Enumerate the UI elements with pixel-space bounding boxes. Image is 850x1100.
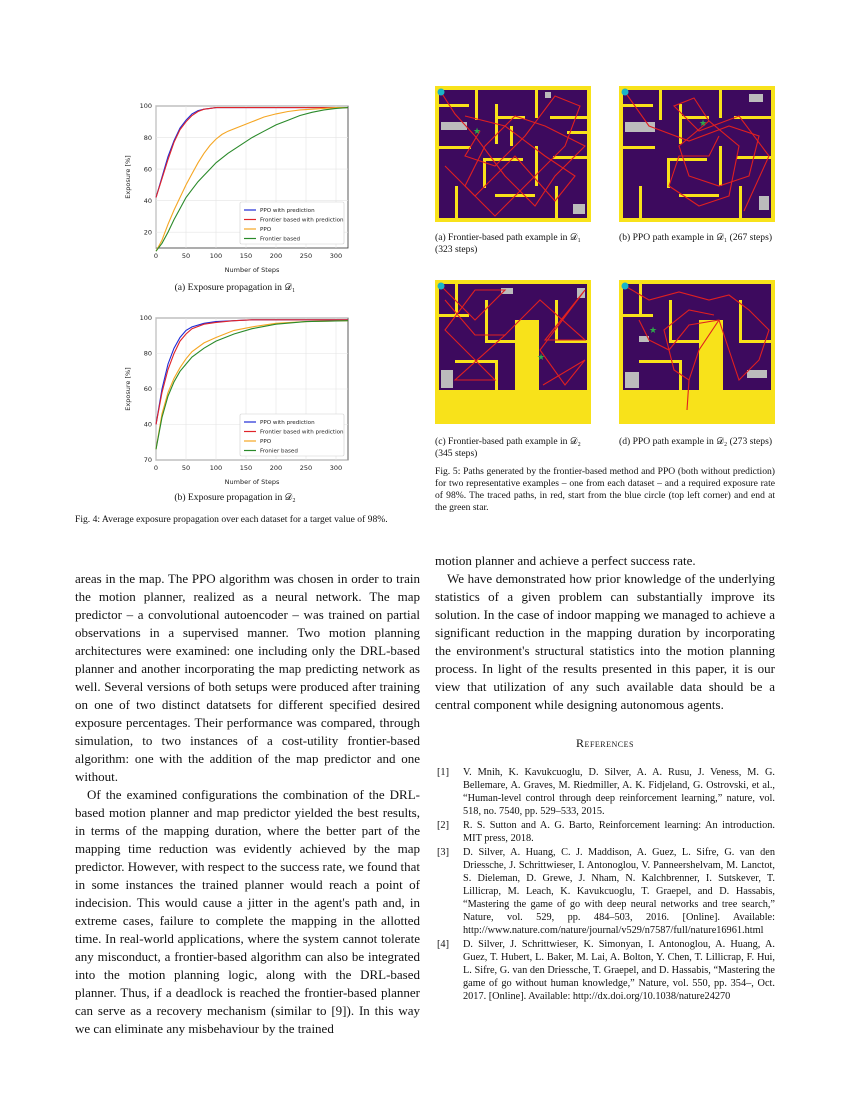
- left-column-text: [75, 570, 420, 1038]
- caption-5a: (a) Frontier-based path example in 𝒟₁ (323 steps): [435, 232, 581, 255]
- caption-5b: (b) PPO path example in 𝒟₁ (267 steps): [619, 232, 773, 243]
- exposure-chart-d1: [118, 100, 354, 278]
- x-axis-label: Number of Steps: [224, 478, 280, 486]
- y-axis-label: Exposure [%]: [124, 155, 132, 199]
- right-column-text: [435, 552, 775, 714]
- reference-text: D. Silver, A. Huang, C. J. Maddison, A. Guez, L. Sifre, G. van den Driessche, J. Schrittwieser, I. Antonoglou, V. Panneershelvam, M. Lanctot, S. Dieleman, D. Grewe, J. Nham, N. Kalchbrenner, I. Sutskever, T. Lillicrap, M. Leach, K. Kavukcuoglu, T. Graepel, and D. Hassabis, “Mastering the game of go with deep neural networks and tree search,” Nature, vol. 529, pp. 484–503, 2016. [Online]. Available: http://www.nature.com/nature/journal/v529/n7587/full/nature16961.html: [463, 847, 775, 936]
- x-tick-label: 150: [239, 464, 253, 472]
- x-tick-label: 200: [269, 252, 283, 260]
- y-tick-label: 60: [143, 165, 152, 174]
- svg-text:★: ★: [698, 119, 708, 129]
- figure-5-caption: Fig. 5: Paths generated by the frontier-based method and PPO (both without prediction) for two representative examples – one from each dataset – and a required exposure rate of 98%. The traced paths, in red, start from the blue circle (top left corner) and end at the green star.: [435, 466, 775, 513]
- x-tick-label: 250: [299, 464, 313, 472]
- reference-text: V. Mnih, K. Kavukcuoglu, D. Silver, A. A. Rusu, J. Veness, M. G. Bellemare, A. Graves, M. Riedmiller, A. K. Fidjeland, G. Ostrovski, et al., “Human-level control through deep reinforcement learning,” nature, vol. 518, no. 7540, pp. 529–533, 2015.: [463, 767, 775, 817]
- y-tick-label: 70: [143, 456, 152, 465]
- y-tick-label: 100: [139, 314, 152, 323]
- map-frontier-d1: [435, 86, 591, 222]
- reference-text: R. S. Sutton and A. G. Barto, Reinforcement learning: An introduction. MIT press, 2018.: [463, 820, 775, 844]
- legend-entry: PPO with prediction: [260, 420, 315, 427]
- svg-text:★: ★: [536, 353, 546, 363]
- y-tick-label: 80: [143, 133, 152, 142]
- x-tick-label: 150: [239, 252, 253, 260]
- legend-entry: PPO: [260, 439, 272, 446]
- reference-item: [435, 938, 775, 1003]
- map-frontier-d2: [435, 280, 591, 424]
- legend-entry: PPO: [260, 227, 272, 234]
- x-tick-label: 300: [329, 252, 343, 260]
- reference-text: D. Silver, J. Schrittwieser, K. Simonyan, I. Antonoglou, A. Huang, A. Guez, T. Hubert, L. Baker, M. Lai, A. Bolton, Y. Chen, T. Lillicrap, F. Hui, L. Sifre, G. van den Driessche, T. Graepel, and D. Hassabis, “Mastering the game of go without human knowledge,” Nature, vol. 550, pp. 354–, Oct. 2017. [Online]. Available: http://dx.doi.org/10.1038/nature24270: [463, 939, 775, 1002]
- y-tick-label: 60: [143, 385, 152, 394]
- caption-4a: (a) Exposure propagation in 𝒟₁: [174, 282, 296, 293]
- caption-5c: (c) Frontier-based path example in 𝒟₂ (345 steps): [435, 436, 581, 459]
- reference-number: [4]: [437, 939, 450, 950]
- y-tick-label: 20: [143, 228, 152, 237]
- caption-5d: (d) PPO path example in 𝒟₂ (273 steps): [619, 436, 773, 447]
- y-tick-label: 80: [143, 349, 152, 358]
- paragraph: motion planner and achieve a perfect success rate.: [435, 553, 696, 568]
- y-tick-label: 40: [143, 196, 152, 205]
- caption-4b: (b) Exposure propagation in 𝒟₂: [174, 492, 296, 503]
- svg-text:★: ★: [472, 127, 482, 137]
- legend-entry: Fronier based: [260, 448, 298, 455]
- x-tick-label: 250: [299, 252, 313, 260]
- y-tick-label: 40: [143, 420, 152, 429]
- references-list: [435, 766, 775, 1004]
- reference-number: [2]: [437, 820, 450, 831]
- paragraph: We have demonstrated how prior knowledge of the underlying statistics of a given problem can substantially improve its solution. In the case of indoor mapping we managed to achieve a significant reduction in the mapping duration by incorporating the environment's structural statistics into the motion planning process. In light of the results presented in this paper, it is our view that utilization of any such available data should be a central component while designing autonomous agents.: [435, 571, 775, 712]
- legend-entry: Frontier based: [260, 236, 301, 243]
- x-tick-label: 0: [153, 252, 159, 260]
- svg-text:★: ★: [648, 326, 658, 336]
- exposure-chart-d2: [118, 312, 354, 490]
- references-heading: References: [576, 736, 634, 750]
- x-tick-label: 300: [329, 464, 343, 472]
- legend-entry: Frontier based with prediction: [260, 429, 344, 436]
- figure-4-caption: Fig. 4: Average exposure propagation over each dataset for a target value of 98%.: [75, 514, 388, 525]
- map-ppo-d1: [619, 86, 775, 222]
- reference-number: [1]: [437, 767, 450, 778]
- reference-item: [435, 766, 775, 818]
- legend-entry: PPO with prediction: [260, 208, 315, 215]
- reference-item: [435, 819, 775, 845]
- x-tick-label: 100: [209, 252, 223, 260]
- y-tick-label: 100: [139, 102, 152, 111]
- paragraph: areas in the map. The PPO algorithm was chosen in order to train the motion planner, realized as a neural network. The map predictor – a convolutional autoencoder – was trained on partial observations in a supervised manner. Two motion planning architectures were examined: one including only the DRL-based planner and another incorporating the map predicting network as well. Several versions of both setups were produced after training on one of two distinct datatsets for different specified desired exposure percentages. Their performance was compared, through simulation, to two instances of a cost-utility frontier-based algorithm: one with the addition of the map predictor and one without.: [75, 571, 420, 784]
- legend-entry: Frontier based with prediction: [260, 217, 344, 224]
- x-axis-label: Number of Steps: [224, 266, 280, 274]
- x-tick-label: 50: [181, 252, 191, 260]
- reference-item: [435, 846, 775, 937]
- x-tick-label: 50: [181, 464, 191, 472]
- y-axis-label: Exposure [%]: [124, 367, 132, 411]
- x-tick-label: 200: [269, 464, 283, 472]
- reference-number: [3]: [437, 847, 450, 858]
- x-tick-label: 100: [209, 464, 223, 472]
- x-tick-label: 0: [153, 464, 159, 472]
- map-ppo-d2: [619, 280, 775, 424]
- paragraph: Of the examined configurations the combination of the DRL-based motion planner and map predictor yielded the best results, in terms of the mapping duration, where the better part of the mapping time reduction was evidently achieved by the map predictor. However, with respect to the success rate, we found that in some instances the trained planner would reach a point of indecision. This would cause a jitter in the agent's path and, in extreme cases, failure to complete the mapping in the allotted time. In real-world applications, where the system cannot tolerate any misconduct, a frontier-based algorithm can also be integrated into the motion planning logic, along with the DRL-based planner. Thus, if a deadlock is reached the frontier-based planner can serve as a recovery mechanism (similar to [9]). In this way we can eliminate any misbehaviour by the trained: [75, 787, 420, 1036]
